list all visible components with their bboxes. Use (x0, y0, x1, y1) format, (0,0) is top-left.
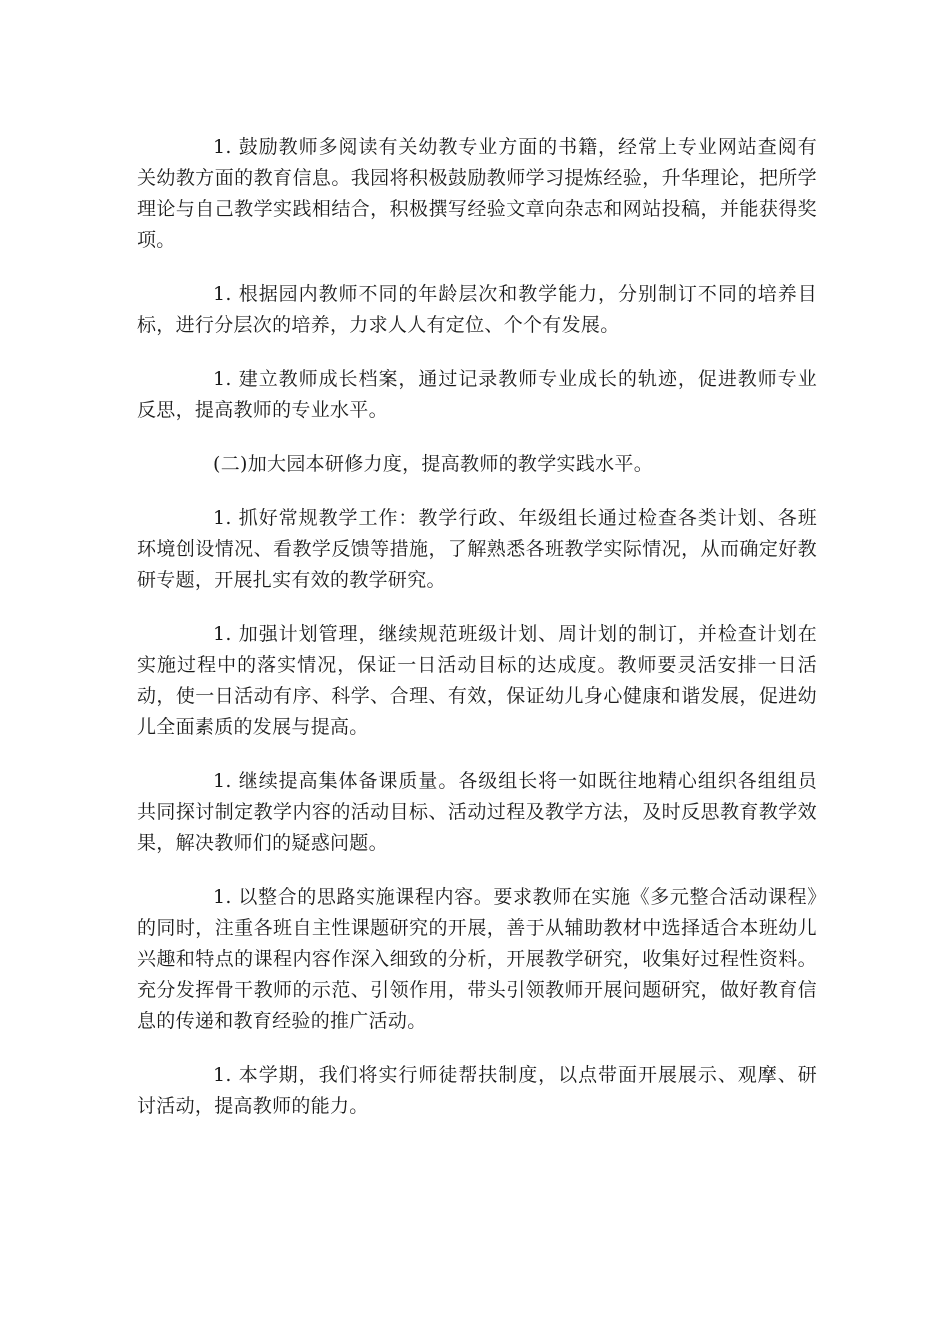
document-body (137, 132, 817, 1145)
section-heading-school-based-training: (二)加大园本研修力度，提高教师的教学实践水平。 (213, 453, 654, 475)
paragraph-collective-lesson-prep: 1. 继续提高集体备课质量。各级组长将一如既往地精心组织各组组员共同探讨制定教学内容的活动目标、活动过程及教学方法，及时反思教育教学效果，解决教师们的疑惑问题。 (137, 770, 817, 854)
paragraph-plan-management: 1. 加强计划管理，继续规范班级计划、周计划的制订，并检查计划在实施过程中的落实情况，保证一日活动目标的达成度。教师要灵活安排一日活动，使一日活动有序、科学、合理、有效，保证幼儿身心健康和谐发展，促进幼儿全面素质的发展与提高。 (137, 623, 817, 738)
paragraph-routine-teaching: 1. 抓好常规教学工作：教学行政、年级组长通过检查各类计划、各班环境创设情况、看教学反馈等措施，了解熟悉各班教学实际情况，从而确定好教研专题，开展扎实有效的教学研究。 (137, 507, 817, 591)
paragraph-mentorship-system: 1. 本学期，我们将实行师徒帮扶制度，以点带面开展展示、观摩、研讨活动，提高教师的能力。 (137, 1064, 817, 1117)
paragraph-reading-encouragement: 1. 鼓励教师多阅读有关幼教专业方面的书籍，经常上专业网站查阅有关幼教方面的教育信息。我园将积极鼓励教师学习提炼经验，升华理论，把所学理论与自己教学实践相结合，积极撰写经验文章向杂志和网站投稿，并能获得奖项。 (137, 136, 817, 251)
paragraph-integrated-curriculum: 1. 以整合的思路实施课程内容。要求教师在实施《多元整合活动课程》的同时，注重各班自主性课题研究的开展，善于从辅助教材中选择适合本班幼儿兴趣和特点的课程内容作深入细致的分析，开展教学研究，收集好过程性资料。充分发挥骨干教师的示范、引领作用，带头引领教师开展问题研究，做好教育信息的传递和教育经验的推广活动。 (137, 886, 817, 1032)
paragraph-growth-archive: 1. 建立教师成长档案，通过记录教师专业成长的轨迹，促进教师专业反思，提高教师的专业水平。 (137, 368, 817, 421)
paragraph-tiered-training: 1. 根据园内教师不同的年龄层次和教学能力，分别制订不同的培养目标，进行分层次的培养，力求人人有定位、个个有发展。 (137, 283, 817, 336)
